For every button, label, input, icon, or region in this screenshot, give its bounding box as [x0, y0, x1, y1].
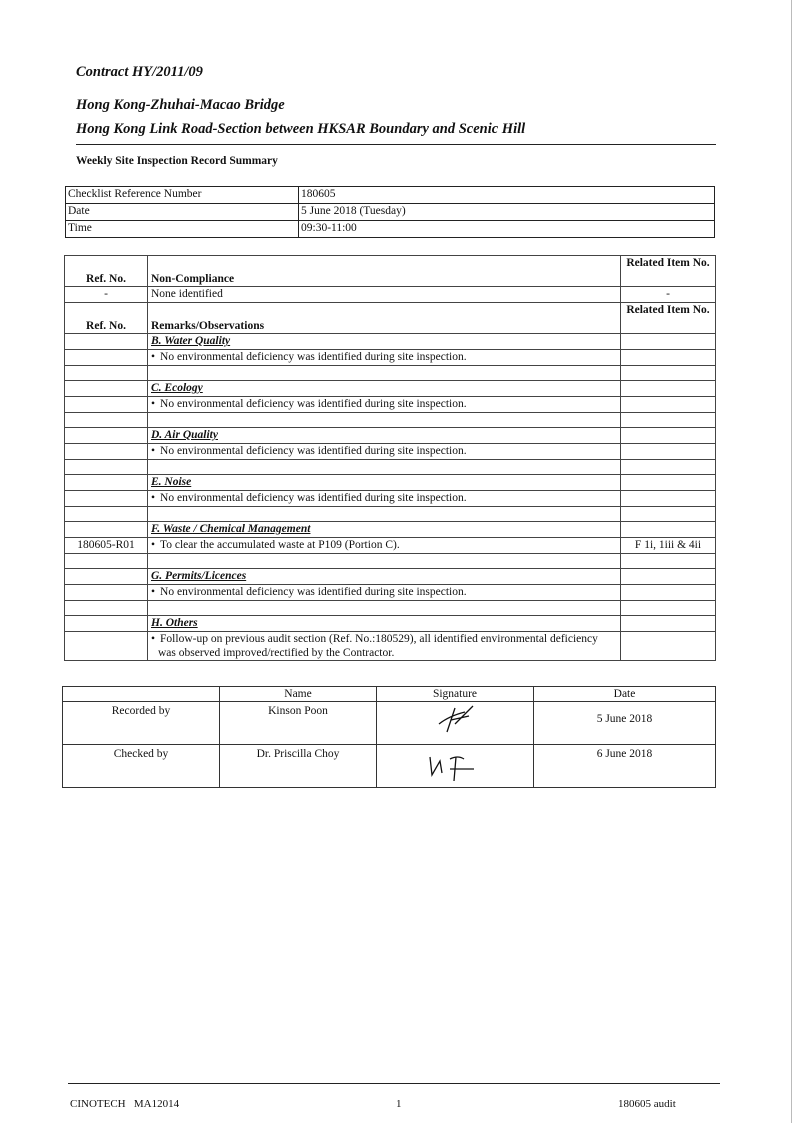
- info-label: Date: [66, 204, 299, 221]
- col-related-header: Related Item No.: [621, 303, 716, 334]
- item-ref: [65, 632, 148, 661]
- item-related: [621, 585, 716, 601]
- item-ref: [65, 397, 148, 413]
- item-text: • No environmental deficiency was identified during site inspection.: [151, 351, 467, 363]
- handwritten-signature-icon: [420, 745, 490, 783]
- item-related: [621, 350, 716, 366]
- item-ref: 180605-R01: [65, 538, 148, 554]
- contract-number: Contract HY/2011/09: [76, 64, 203, 80]
- signoff-row: [63, 745, 716, 788]
- section-heading-row: [65, 475, 716, 491]
- footer-divider: [68, 1083, 720, 1084]
- col-ref-header: Ref. No.: [65, 303, 148, 334]
- col-related-header: Related Item No.: [621, 256, 716, 287]
- item-text: • No environmental deficiency was identified during site inspection.: [151, 586, 467, 598]
- spacer-row: [65, 554, 716, 569]
- signoff-role: Checked by: [63, 745, 220, 788]
- signoff-name: Dr. Priscilla Choy: [220, 745, 377, 788]
- section-item-row: [65, 350, 716, 366]
- item-ref: [65, 444, 148, 460]
- section-item-row: [65, 538, 716, 554]
- spacer-row: [65, 507, 716, 522]
- spacer-row: [65, 413, 716, 428]
- item-related: [621, 491, 716, 507]
- noncompliance-header-row: [65, 256, 716, 287]
- info-label: Checklist Reference Number: [66, 187, 299, 204]
- noncompliance-text: None identified: [148, 287, 621, 303]
- info-value: 180605: [299, 187, 715, 204]
- signoff-date: 5 June 2018: [534, 702, 716, 745]
- section-heading-row: [65, 616, 716, 632]
- signoff-table: [62, 686, 716, 788]
- noncompliance-ref: -: [65, 287, 148, 303]
- signoff-header-row: [63, 687, 716, 702]
- item-related: F 1i, 1iii & 4ii: [621, 538, 716, 554]
- info-row: [66, 221, 715, 238]
- col-ref-header: Ref. No.: [65, 256, 148, 287]
- section-heading: C. Ecology: [151, 382, 203, 394]
- col-noncompliance-header: Non-Compliance: [148, 256, 621, 287]
- noncompliance-related: -: [621, 287, 716, 303]
- spacer-row: [65, 601, 716, 616]
- footer-left: CINOTECH MA12014: [70, 1098, 180, 1110]
- section-heading: D. Air Quality: [151, 429, 218, 441]
- section-item-row: [65, 397, 716, 413]
- col-date-header: Date: [534, 687, 716, 702]
- item-ref: [65, 491, 148, 507]
- col-remarks-header: Remarks/Observations: [148, 303, 621, 334]
- remarks-header-row: [65, 303, 716, 334]
- item-related: [621, 632, 716, 661]
- section-item-row: [65, 632, 716, 661]
- spacer-row: [65, 460, 716, 475]
- section-heading: H. Others: [151, 617, 198, 629]
- item-related: [621, 397, 716, 413]
- info-value: 5 June 2018 (Tuesday): [299, 204, 715, 221]
- section-heading: F. Waste / Chemical Management: [151, 523, 311, 535]
- info-value: 09:30-11:00: [299, 221, 715, 238]
- signature-cell: [377, 702, 534, 745]
- inspection-info-table: [65, 186, 715, 238]
- page-number: 1: [396, 1098, 402, 1110]
- section-heading-row: [65, 428, 716, 444]
- item-text: • No environmental deficiency was identified during site inspection.: [151, 445, 467, 457]
- signoff-role: Recorded by: [63, 702, 220, 745]
- scan-edge: [791, 0, 792, 1123]
- findings-table: [64, 255, 716, 661]
- noncompliance-row: [65, 287, 716, 303]
- item-ref: [65, 585, 148, 601]
- handwritten-signature-icon: [425, 702, 485, 736]
- section-item-row: [65, 491, 716, 507]
- project-title: Hong Kong-Zhuhai-Macao Bridge: [76, 97, 285, 113]
- item-ref: [65, 350, 148, 366]
- info-label: Time: [66, 221, 299, 238]
- info-row: [66, 187, 715, 204]
- header-divider: [76, 144, 716, 145]
- spacer-row: [65, 366, 716, 381]
- col-name-header: Name: [220, 687, 377, 702]
- signoff-row: [63, 702, 716, 745]
- item-text: • Follow-up on previous audit section (Ref. No.:180529), all identified environmental deficiency was observed improved/rectified by the Contractor.: [151, 633, 598, 659]
- item-text: • To clear the accumulated waste at P109 (Portion C).: [151, 539, 400, 551]
- item-related: [621, 444, 716, 460]
- footer-right: 180605 audit: [618, 1098, 676, 1110]
- section-heading-row: [65, 569, 716, 585]
- section-item-row: [65, 444, 716, 460]
- item-text: • No environmental deficiency was identified during site inspection.: [151, 398, 467, 410]
- section-heading-row: [65, 522, 716, 538]
- section-heading-row: [65, 334, 716, 350]
- section-heading: E. Noise: [151, 476, 192, 488]
- section-item-row: [65, 585, 716, 601]
- item-text: • No environmental deficiency was identified during site inspection.: [151, 492, 467, 504]
- col-signature-header: Signature: [377, 687, 534, 702]
- project-subtitle: Hong Kong Link Road-Section between HKSAR Boundary and Scenic Hill: [76, 121, 526, 137]
- signoff-date: 6 June 2018: [534, 745, 716, 788]
- section-heading: B. Water Quality: [151, 335, 231, 347]
- signature-cell: [377, 745, 534, 788]
- info-row: [66, 204, 715, 221]
- section-heading-row: [65, 381, 716, 397]
- section-heading: G. Permits/Licences: [151, 570, 247, 582]
- signoff-name: Kinson Poon: [220, 702, 377, 745]
- document-title: Weekly Site Inspection Record Summary: [76, 155, 278, 167]
